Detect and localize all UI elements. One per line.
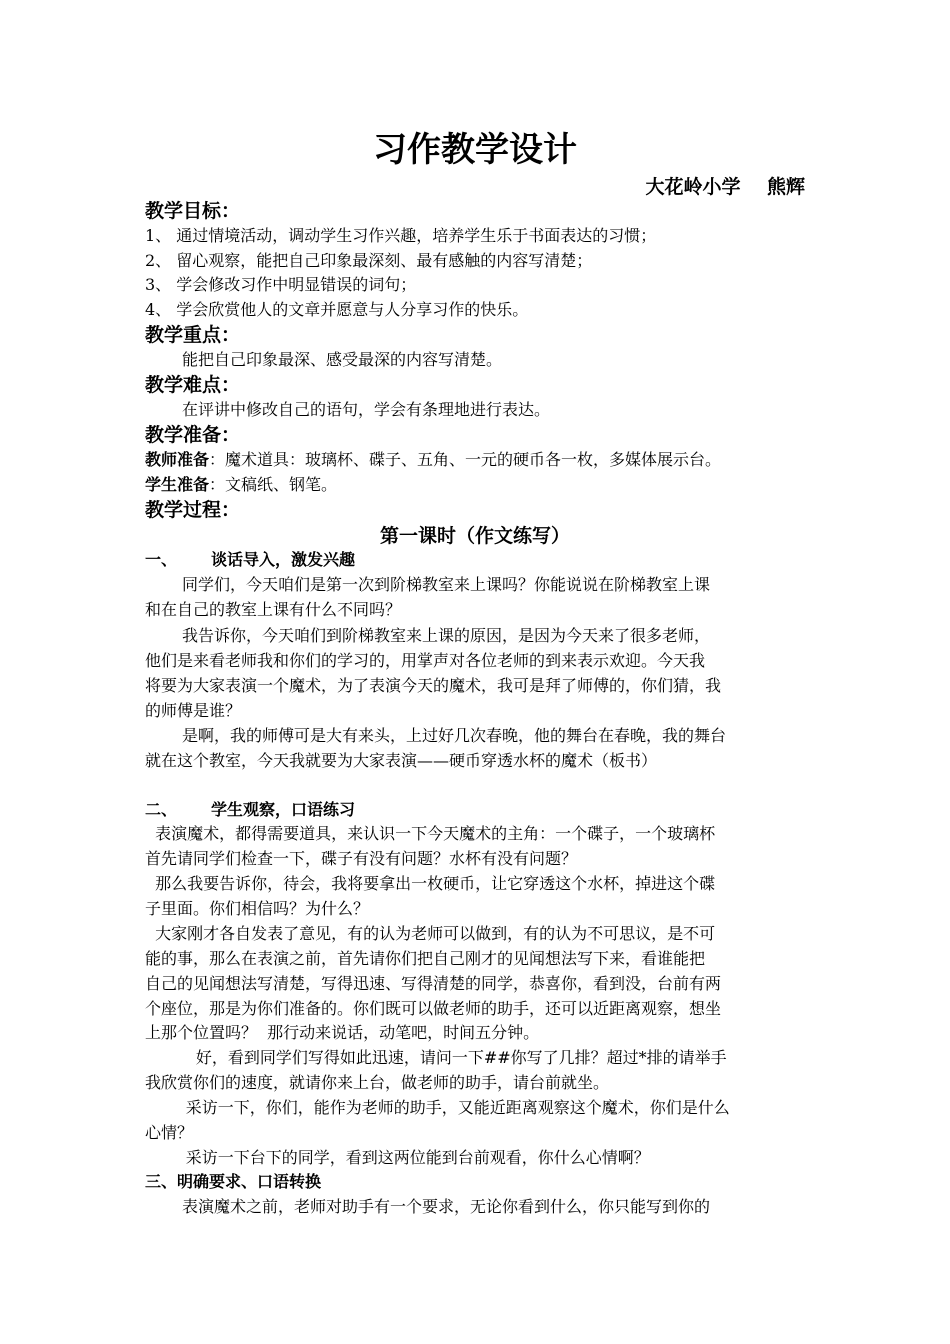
step-one-heading: [145, 548, 355, 572]
objective-item: 4、 学会欣赏他人的文章并愿意与人分享习作的快乐。: [145, 300, 529, 319]
paragraph-line: 首先请同学们检查一下，碟子有没有问题？水杯有没有问题？: [145, 849, 578, 868]
difficulty-text: 在评讲中修改自己的语句，学会有条理地进行表达。: [182, 400, 551, 419]
process-heading: 教学过程：: [145, 499, 241, 521]
paragraph-line: 大家刚才各自发表了意见，有的认为老师可以做到，有的认为不可思议，是不可: [145, 924, 716, 943]
difficulty-heading: 教学难点：: [145, 374, 241, 396]
paragraph-line: 就在这个教室，今天我就要为大家表演——硬币穿透水杯的魔术（板书）: [145, 751, 658, 770]
paragraph-line: 自己的见闻想法写清楚，写得迅速、写得清楚的同学，恭喜你，看到没，台前有两: [145, 974, 722, 993]
paragraph-line: 同学们，今天咱们是第一次到阶梯教室来上课吗？你能说说在阶梯教室上课: [182, 575, 711, 594]
author-line: 大花岭小学 熊辉: [645, 176, 805, 198]
paragraph-line: 能的事，那么在表演之前，首先请你们把自己刚才的见闻想法写下来，看谁能把: [145, 949, 706, 968]
paragraph-line: 将要为大家表演一个魔术，为了表演今天的魔术，我可是拜了师傅的，你们猜，我: [145, 676, 722, 695]
key-point-text: 能把自己印象最深、感受最深的内容写清楚。: [182, 350, 503, 369]
objective-item: 3、 学会修改习作中明显错误的词句；: [145, 275, 417, 294]
page-title: 习作教学设计: [373, 130, 577, 170]
paragraph-line: 我欣赏你们的速度，就请你来上台，做老师的助手，请台前就坐。: [145, 1073, 610, 1092]
step-three-heading: 三、明确要求、口语转换: [145, 1172, 322, 1191]
paragraph-line: 子里面。你们相信吗？为什么？: [145, 899, 370, 918]
paragraph-line: 他们是来看老师我和你们的学习的，用掌声对各位老师的到来表示欢迎。今天我: [145, 651, 706, 670]
step-two-number: 二、: [145, 800, 178, 819]
teacher-preparation: [145, 448, 807, 472]
objective-item: 2、 留心观察，能把自己印象最深刻、最有感触的内容写清楚；: [145, 251, 593, 270]
paragraph-line: 采访一下，你们，能作为老师的助手，又能近距离观察这个魔术，你们是什么: [145, 1098, 730, 1117]
student-preparation-label: 学生准备: [145, 475, 210, 494]
paragraph-line: 那么我要告诉你，待会，我将要拿出一枚硬币，让它穿透这个水杯，掉进这个碟: [145, 874, 716, 893]
paragraph-line: 表演魔术，都得需要道具，来认识一下今天魔术的主角：一个碟子，一个玻璃杯: [145, 824, 716, 843]
paragraph-line: 的师傅是谁？: [145, 701, 242, 720]
teacher-preparation-label: 教师准备: [145, 450, 210, 469]
paragraph-line: 心情？: [145, 1123, 194, 1142]
objectives-heading: 教学目标：: [145, 200, 241, 222]
paragraph-line: 和在自己的教室上课有什么不同吗？: [145, 600, 402, 619]
step-two-title: 学生观察，口语练习: [211, 800, 356, 819]
paragraph-line: 好，看到同学们写得如此迅速，请问一下##你写了几排？超过*排的请举手: [145, 1048, 727, 1067]
paragraph-line: 上那个位置吗？ 那行动来说话，动笔吧，时间五分钟。: [145, 1023, 540, 1042]
student-preparation-text: ：文稿纸、钢笔。: [209, 475, 338, 494]
step-two-heading: [145, 798, 355, 822]
paragraph-line: 采访一下台下的同学，看到这两位能到台前观看，你什么心情啊？: [145, 1148, 650, 1167]
key-point-heading: 教学重点：: [145, 324, 241, 346]
student-preparation: [145, 473, 807, 497]
step-one-number: 一、: [145, 550, 178, 569]
preparation-heading: 教学准备：: [145, 424, 241, 446]
paragraph-line: 我告诉你，今天咱们到阶梯教室来上课的原因，是因为今天来了很多老师，: [182, 626, 711, 645]
step-one-title: 谈话导入，激发兴趣: [211, 550, 356, 569]
paragraph-line: 个座位，那是为你们准备的。你们既可以做老师的助手，还可以近距离观察，想坐: [145, 999, 722, 1018]
paragraph-line: 表演魔术之前，老师对助手有一个要求，无论你看到什么，你只能写到你的: [182, 1197, 711, 1216]
lesson-title: 第一课时（作文练写）: [379, 525, 570, 547]
objective-item: 1、 通过情境活动，调动学生习作兴趣，培养学生乐于书面表达的习惯；: [145, 226, 657, 245]
paragraph-line: 是啊，我的师傅可是大有来头，上过好几次春晚，他的舞台在春晚，我的舞台: [182, 726, 727, 745]
teacher-preparation-text: ：魔术道具：玻璃杯、碟子、五角、一元的硬币各一枚，多媒体展示台。: [209, 450, 722, 469]
